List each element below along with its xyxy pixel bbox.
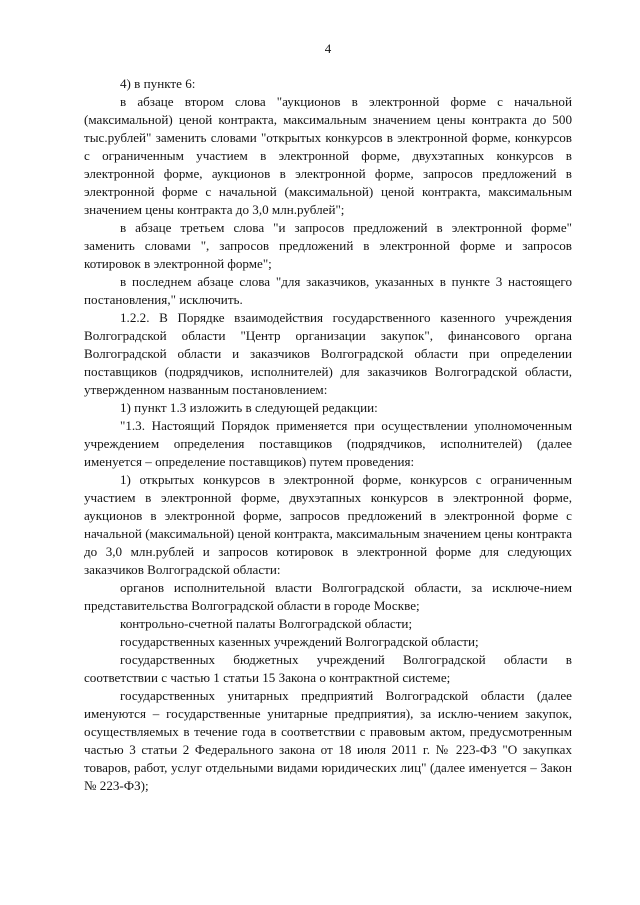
list-item-state-institutions: государственных казенных учреждений Волгоградской области; [120,634,479,649]
paragraph-1-3: "1.3. Настоящий Порядок применяется при осуществлении уполномоченным учреждением определения поставщиков (подрядчиков, исполнителей) (далее именуется – определение поставщиков) путем проведения: [84,418,572,469]
paragraph-last-abzac: в последнем абзаце слова "для заказчиков, указанных в пункте 3 настоящего постановления," исключить. [84,274,572,307]
paragraph-punkt-1-3-intro: 1) пункт 1.3 изложить в следующей редакции: [120,400,378,415]
list-item-control-chamber: контрольно-счетной палаты Волгоградской области; [120,616,413,631]
paragraph-abzac-2: в абзаце втором слова "аукционов в электронной форме с начальной (максимальной) ценой контракта, максимальным значением цены контракта до 500 тыс.рублей" заменить словами "открытых конкурсов в электронной форме, конкурсов с ограниченным участием в электронной форме, двухэтапных конкурсов в электронной форме, аукционов в электронной форме, запросов предложений в электронной форме с начальной (максимальной) ценой контракта, максимальным значением цены контракта до 3,0 млн.рублей"; [84,94,572,217]
paragraph-subitem-1: 1) открытых конкурсов в электронной форме, конкурсов с ограниченным участием в электронной форме, двухэтапных конкурсов в электронной форме, аукционов в электронной форме, запросов предложений в электронной форме с начальной (максимальной) ценой контракта, максимальным значением цены контракта до 3,0 млн.рублей и запросов котировок в электронной форме для следующих заказчиков Волгоградской области: [84,472,572,577]
paragraph-1-2-2: 1.2.2. В Порядке взаимодействия государственного казенного учреждения Волгоградской области "Центр организации закупок", финансового органа Волгоградской области и заказчиков Волгоградской области при определении поставщиков (подрядчиков, исполнителей) для заказчиков Волгоградской области, утвержденном названным постановлением: [84,310,572,397]
document-page [84,40,572,795]
paragraph-item-4: 4) в пункте 6: [120,76,196,91]
list-item-budget-institutions: государственных бюджетных учреждений Волгоградской области в соответствии с частью 1 статьи 15 Закона о контрактной системе; [84,652,572,685]
page-number: 4 [324,41,332,56]
list-item-executive-bodies: органов исполнительной власти Волгоградской области, за исключе-нием представительства Волгоградской области в городе Москве; [84,580,572,613]
paragraph-abzac-3: в абзаце третьем слова "и запросов предложений в электронной форме" заменить словами ", запросов предложений в электронной форме и запросов котировок в электронной форме"; [84,220,572,271]
list-item-unitary-enterprises: государственных унитарных предприятий Волгоградской области (далее именуются – государственные унитарные предприятия), за исклю-чением закупок, осуществляемых в течение года в соответствии с правовым актом, предусмотренным частью 3 статьи 2 Федерального закона от 18 июля 2011 г. № 223-ФЗ "О закупках товаров, работ, услуг отдельными видами юридических лиц" (далее именуется – Закон № 223-ФЗ); [84,688,572,793]
